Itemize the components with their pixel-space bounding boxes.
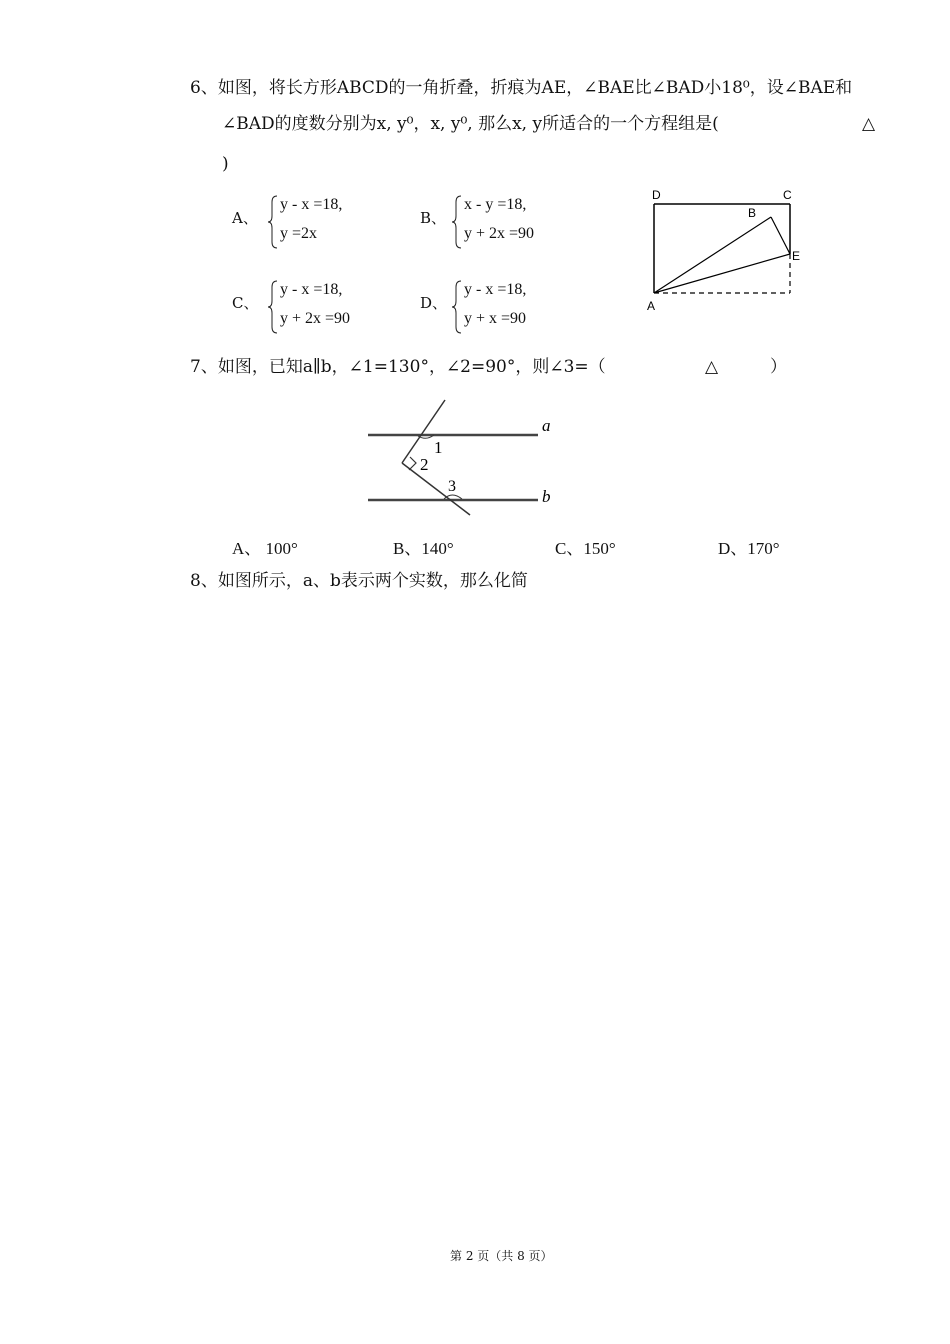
q7-option-c-value: 150° — [583, 539, 616, 558]
right-angle-mark — [409, 457, 416, 470]
transversal-lower — [402, 463, 470, 515]
segment-ae — [654, 254, 790, 293]
q6-line2: ∠BAD的度数分别为x, y⁰，x, y⁰, 那么x, y所适合的一个方程组是( — [222, 114, 719, 134]
q7-option-b-value: 140° — [421, 539, 454, 558]
q7-parallel-lines-figure — [360, 395, 560, 520]
q6-option-a-eq2: y =2x — [280, 225, 318, 242]
label-1: 1 — [434, 438, 443, 457]
q6-option-b-label: B、 — [420, 209, 447, 227]
q7-option-d-label: D、 — [718, 539, 748, 558]
q7-option-c-label: C、 — [555, 539, 584, 558]
q8-text: 8、如图所示，a、b表示两个实数，那么化简 — [190, 571, 528, 591]
q6-option-c-system — [268, 279, 408, 335]
q7-option-a-label: A、 — [232, 539, 262, 558]
q7-option-d-value: 170° — [747, 539, 780, 558]
q6-option-c-eq2: y + 2x =90 — [280, 310, 351, 327]
q6-option-d-system — [452, 279, 592, 335]
brace-icon — [268, 194, 280, 250]
q6-option-d-eq1: y - x =18, — [464, 281, 527, 298]
label-a: a — [542, 416, 551, 435]
q6-option-b-eq1: x - y =18, — [464, 196, 527, 213]
label-3: 3 — [448, 478, 456, 495]
label-b: B — [748, 206, 757, 220]
q6-answer-triangle: △ — [862, 114, 876, 134]
label-a: A — [647, 299, 656, 313]
q6-option-d-label: D、 — [420, 294, 448, 312]
label-2: 2 — [420, 455, 429, 474]
brace-icon — [452, 279, 464, 335]
q7-close-paren: ） — [770, 357, 787, 377]
q6-option-c-eq1: y - x =18, — [280, 281, 343, 298]
q6-option-c-label: C、 — [232, 294, 259, 312]
label-b: b — [542, 487, 551, 506]
q7-option-b-label: B、 — [393, 539, 422, 558]
q6-close-paren: ) — [222, 154, 229, 174]
segment-ab — [654, 217, 771, 293]
q6-option-b-eq2: y + 2x =90 — [464, 225, 535, 242]
segment-be — [771, 217, 790, 254]
q7-option-a — [232, 534, 298, 559]
q6-option-a-system — [268, 194, 408, 250]
q6-option-a-label: A、 — [232, 209, 258, 227]
label-d: D — [652, 188, 661, 202]
label-c: C — [783, 188, 792, 202]
q6-line1: 6、如图，将长方形ABCD的一角折叠，折痕为AE，∠BAE比∠BAD小18⁰，设∠BAE和 — [190, 78, 853, 98]
q7-option-c — [555, 534, 616, 559]
q6-option-d-eq2: y + x =90 — [464, 310, 527, 327]
q7-option-d — [718, 534, 780, 559]
q6-option-b-system — [452, 194, 592, 250]
brace-icon — [452, 194, 464, 250]
label-e: E — [792, 249, 801, 263]
angle3-arc — [444, 495, 462, 499]
q7-answer-triangle: △ — [705, 357, 719, 377]
q6-option-a-eq1: y - x =18, — [280, 196, 343, 213]
q6-rectangle-figure — [640, 184, 810, 316]
q7-option-a-value: 100° — [265, 539, 298, 558]
page-footer: 第 2 页（共 8 页） — [450, 1249, 553, 1263]
q7-text: 7、如图，已知a∥b，∠1=130°，∠2=90°，则∠3=（ — [190, 357, 606, 377]
q7-option-b — [393, 534, 454, 559]
brace-icon — [268, 279, 280, 335]
